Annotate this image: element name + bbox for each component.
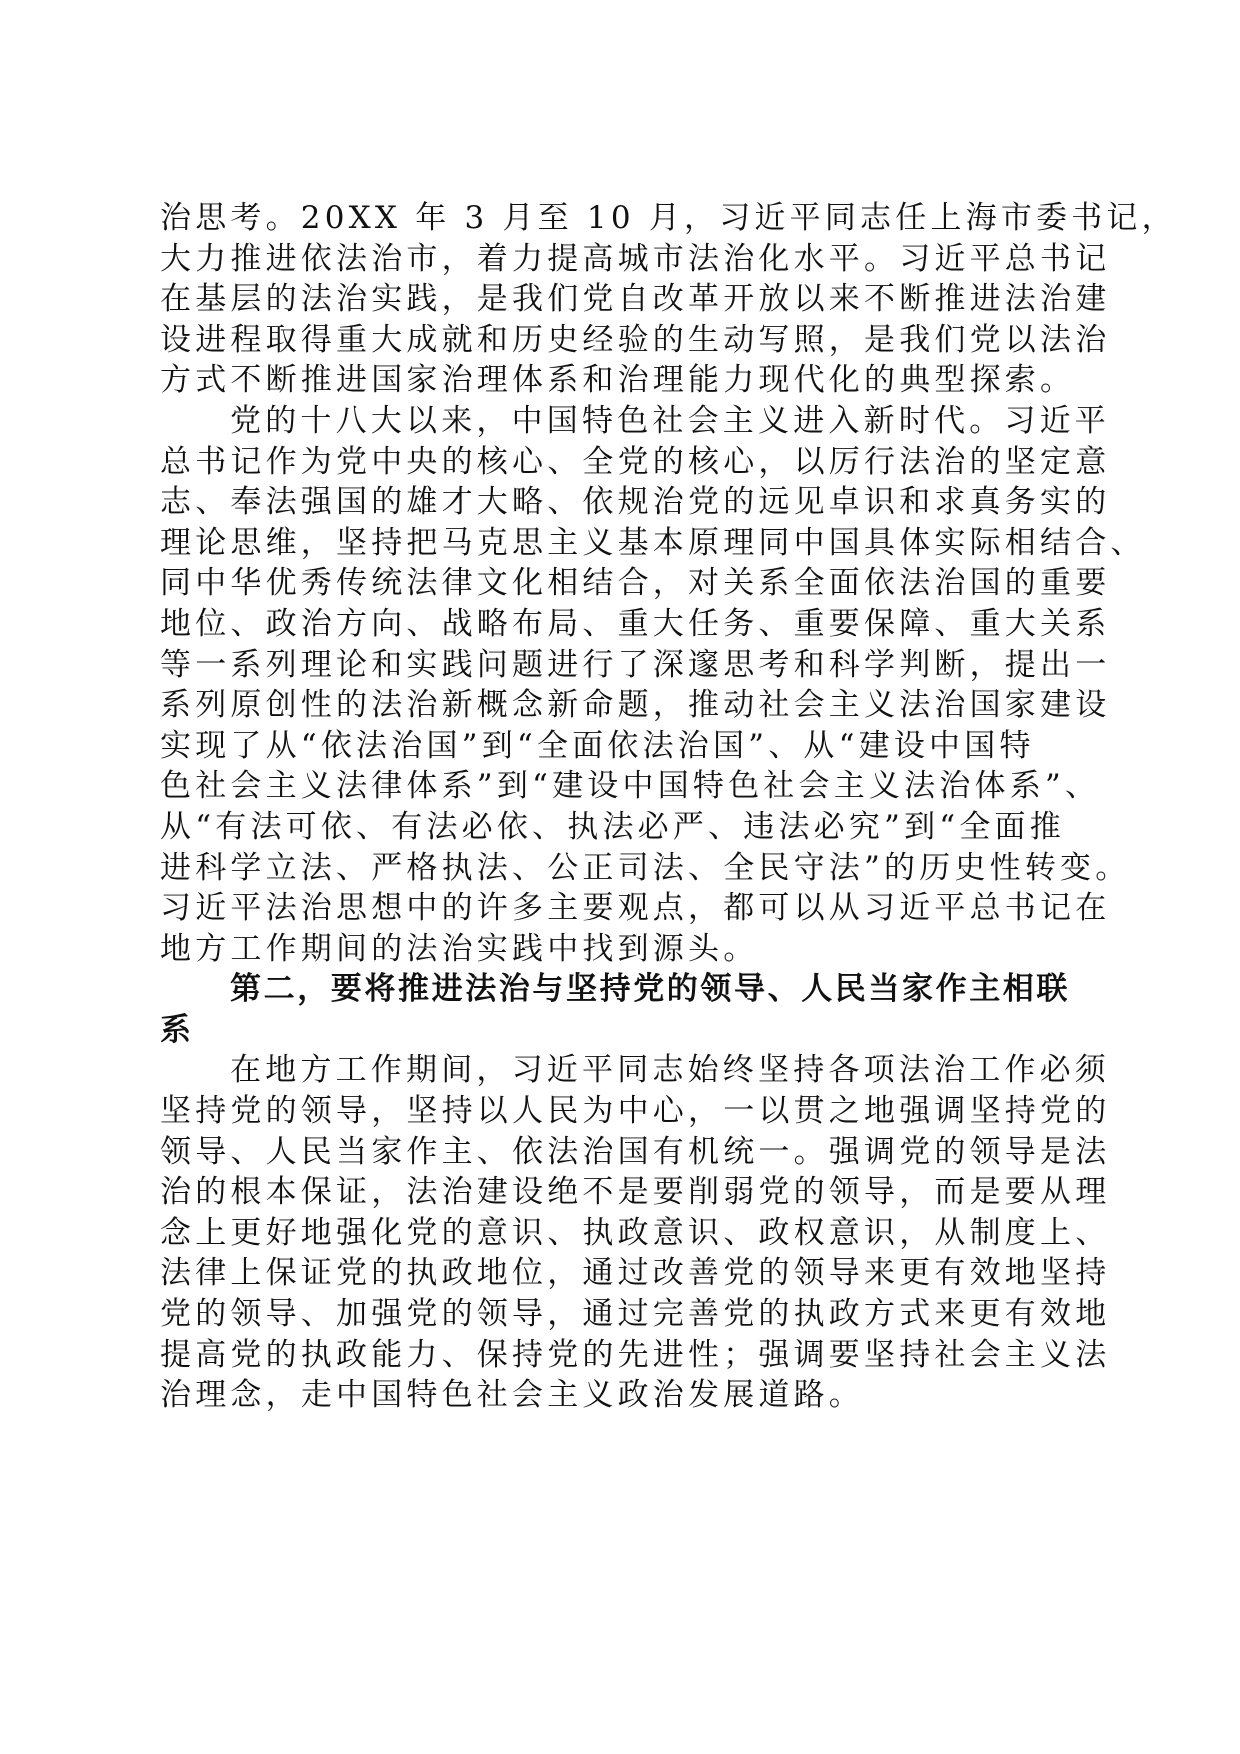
- paragraph-line: 同中华优秀传统法律文化相结合，对关系全面依法治国的重要: [160, 565, 1111, 602]
- paragraph-line: 地方工作期间的法治实践中找到源头。: [160, 930, 759, 967]
- paragraph-line: 方式不断推进国家治理体系和治理能力现代化的典型探索。: [160, 362, 1076, 399]
- paragraph-line: 实现了从“依法治国”到“全面依法治国”、从“建设中国特: [160, 727, 1035, 764]
- paragraph-line: 党的领导、加强党的领导，通过完善党的执政方式来更有效地: [160, 1296, 1111, 1333]
- paragraph-line: 系列原创性的法治新概念新命题，推动社会主义法治国家建设: [160, 687, 1111, 724]
- paragraph-line: 领导、人民当家作主、依法治国有机统一。强调党的领导是法: [160, 1133, 1111, 1170]
- paragraph-line: 治的根本保证，法治建设绝不是要削弱党的领导，而是要从理: [160, 1174, 1111, 1211]
- paragraph-line: 法律上保证党的执政地位，通过改善党的领导来更有效地坚持: [160, 1255, 1111, 1292]
- paragraph-line: 治理念，走中国特色社会主义政治发展道路。: [160, 1377, 864, 1414]
- paragraph-line: 念上更好地强化党的意识、执政意识、政权意识，从制度上、: [160, 1214, 1111, 1251]
- paragraph-line: 坚持党的领导，坚持以人民为中心，一以贯之地强调坚持党的: [160, 1093, 1111, 1130]
- document-body: [160, 198, 1177, 1416]
- paragraph-line: 党的十八大以来，中国特色社会主义进入新时代。习近平: [230, 402, 1110, 439]
- paragraph-line: 从“有法可依、有法必依、执法必严、违法必究”到“全面推: [160, 808, 1065, 845]
- paragraph-line: 在地方工作期间，习近平同志始终坚持各项法治工作必须: [230, 1052, 1110, 1089]
- paragraph-line: 色社会主义法律体系”到“建设中国特色社会主义法治体系”、: [160, 768, 1101, 805]
- paragraph-line: 提高党的执政能力、保持党的先进性；强调要坚持社会主义法: [160, 1336, 1111, 1373]
- paragraph-line: 地位、政治方向、战略布局、重大任务、重要保障、重大关系: [160, 605, 1111, 642]
- paragraph-line: 志、奉法强国的雄才大略、依规治党的远见卓识和求真务实的: [160, 484, 1111, 521]
- paragraph-line: 在基层的法治实践，是我们党自改革开放以来不断推进法治建: [160, 281, 1111, 318]
- paragraph-line: 理论思维，坚持把马克思主义基本原理同中国具体实际相结合、: [160, 524, 1146, 561]
- paragraph-line: 大力推进依法治市，着力提高城市法治化水平。习近平总书记: [160, 240, 1111, 277]
- section-heading: 第二，要将推进法治与坚持党的领导、人民当家作主相联: [230, 971, 1070, 1008]
- paragraph-line: 设进程取得重大成就和历史经验的生动写照，是我们党以法治: [160, 321, 1111, 358]
- paragraph-line: 治思考。20XX 年 3 月至 10 月，习近平同志任上海市委书记，: [160, 200, 1177, 236]
- section-heading-continuation: 系: [160, 1011, 194, 1048]
- paragraph-line: 等一系列理论和实践问题进行了深邃思考和科学判断，提出一: [160, 646, 1111, 683]
- paragraph-line: 进科学立法、严格执法、公正司法、全民守法”的历史性转变。: [160, 849, 1131, 886]
- paragraph-line: 习近平法治思想中的许多主要观点，都可以从习近平总书记在: [160, 890, 1111, 927]
- paragraph-line: 总书记作为党中央的核心、全党的核心，以厉行法治的坚定意: [160, 443, 1111, 480]
